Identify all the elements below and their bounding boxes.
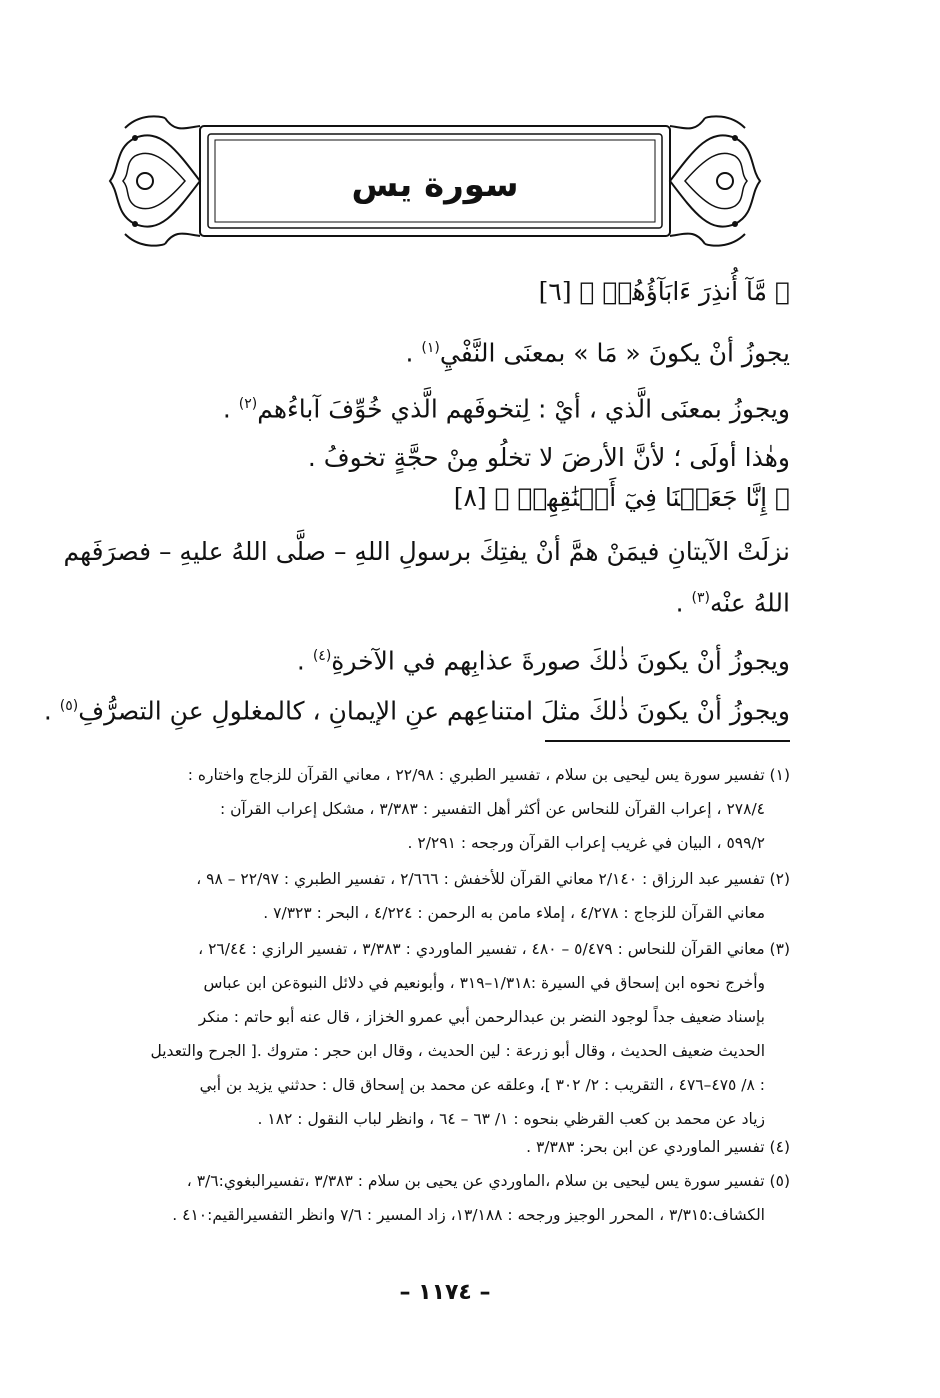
text-line bbox=[297, 638, 790, 679]
surah-title: سورة يس bbox=[351, 165, 519, 205]
footnote-separator bbox=[545, 740, 790, 742]
line-end: . bbox=[43, 696, 60, 726]
page-number: – ١١٧٤ – bbox=[399, 1280, 491, 1305]
line-text: نزلَتْ الآيتانِ فيمَنْ همَّ أنْ يفتِكَ برسولِ اللهِ – صلَّى اللهُ عليهِ – فصرَفَهم bbox=[63, 537, 790, 566]
footnote-2: (٢) تفسير عبد الرزاق : ٢/١٤٠ معاني القرآن للأخفش : ٢/٦٦٦ ، تفسير الطبري : ٢٢/٩٧ – ٩٨ ، bbox=[196, 870, 790, 888]
footnote-5-cont: الكشاف:٣/٣١٥ ، المحرر الوجيز ورجحه : ١٣/١٨٨، زاد المسير : ٧/٦ وانظر التفسيرالقيم:٤١٠ . bbox=[172, 1206, 765, 1224]
verse-8 bbox=[454, 480, 790, 516]
text-line bbox=[63, 534, 790, 570]
footnote-4: (٤) تفسير الماوردي عن ابن بحر: ٣/٣٨٣ . bbox=[526, 1138, 790, 1156]
text-line bbox=[44, 688, 790, 729]
line-end: . bbox=[405, 338, 422, 368]
footnote-2-cont: معاني القرآن للزجاج : ٤/٢٧٨ ، إملاء مامن به الرحمن : ٤/٢٢٤ ، البحر : ٧/٣٢٣ . bbox=[263, 904, 765, 922]
line-end: . bbox=[675, 588, 692, 618]
line-text: وهٰذا أولَى ؛ لأنَّ الأرضَ لا تخلُو مِنْ حجَّةٍ تخوفُ . bbox=[307, 443, 790, 472]
footnote-1-cont: ٢٧٨/٤ ، إعراب القرآن للنحاس عن أكثر أهل التفسير : ٣/٣٨٣ ، مشكل إعراب القرآن : bbox=[219, 800, 765, 818]
footnote-ref: (٣) bbox=[691, 590, 710, 606]
line-end: . bbox=[296, 646, 313, 676]
line-text: اللهُ عنْه bbox=[709, 588, 790, 618]
footnote-ref: (٤) bbox=[312, 648, 332, 664]
verse-6 bbox=[539, 274, 790, 310]
footnote-ref: (٥) bbox=[59, 698, 79, 714]
text-line bbox=[406, 330, 790, 371]
line-text: ويجوزُ أنْ يكونَ ذٰلكَ صورةَ عذابِهم في الآخرةِ bbox=[331, 646, 790, 676]
text-line bbox=[676, 580, 790, 621]
line-text: ويجوزُ أنْ يكونَ ذٰلكَ مثلَ امتناعِهم عنِ الإيمانِ ، كالمغلولِ عنِ التصرُّفِ bbox=[78, 696, 790, 726]
footnote-1-cont: ٥٩٩/٢ ، البيان في غريب إعراب القرآن ورجحه : ٢/٢٩١ . bbox=[407, 834, 765, 852]
footnote-ref: (٢) bbox=[238, 396, 258, 412]
footnote-3-cont: : ٨/ ٤٧٥–٤٧٦ ، التقريب : ٢/ ٣٠٢ ]، وعلقه عن محمد بن إسحاق قال : حدثني يزيد بن أبي bbox=[199, 1076, 765, 1094]
text-line bbox=[308, 440, 790, 476]
footnote-ref: (١) bbox=[421, 340, 440, 356]
footnote-3: (٣) معاني القرآن للنحاس : ٥/٤٧٩ – ٤٨٠ ، تفسير الماوردي : ٣/٣٨٣ ، تفسير الرازي : ٢٦/٤٤ ، bbox=[198, 940, 790, 958]
verse-text: ﴿ مَّآ أُنذِرَ ءَابَآؤُهُمۡ ﴾ [٦] bbox=[538, 277, 790, 306]
line-end: . bbox=[222, 394, 239, 424]
text-line bbox=[223, 386, 790, 427]
footnote-3-cont: وأخرج نحوه ابن إسحاق في السيرة :١/٣١٨–٣١٩ ، وأبونعيم في دلائل النبوةعن ابن عباس bbox=[203, 974, 765, 992]
footnote-5: (٥) تفسير سورة يس ليحيى بن سلام ،الماوردي عن يحيى بن سلام : ٣/٣٨٣ ،تفسيرالبغوي:٣/٦ ، bbox=[186, 1172, 790, 1190]
line-text: يجوزُ أنْ يكونَ « مَا » بمعنَى النَّفْيِ bbox=[439, 338, 790, 368]
verse-text: ﴿ إِنَّا جَعَلۡنَا فِيٓ أَعۡنَٰقِهِمۡ ﴾ [٨] bbox=[453, 483, 790, 512]
line-text: ويجوزُ بمعنَى الَّذي ، أيْ : لِتخوفَهم الَّذي خُوِّفَ آباءُهم bbox=[257, 394, 790, 424]
footnote-3-cont: زياد عن محمد بن كعب القرظي بنحوه : ١/ ٦٣ – ٦٤ ، وانظر لباب النقول : ١٨٢ . bbox=[257, 1110, 765, 1128]
footnote-1: (١) تفسير سورة يس ليحيى بن سلام ، تفسير الطبري : ٢٢/٩٨ ، معاني القرآن للزجاج واختاره : bbox=[187, 766, 790, 784]
footnote-3-cont: بإسناد ضعيف جداً لوجود النضر بن عبدالرحمن أبي عمرو الخزاز ، قال عنه أبو حاتم : منكر bbox=[198, 1008, 765, 1026]
footnote-3-cont: الحديث ضعيف الحديث ، وقال أبو زرعة : لين الحديث ، وقال ابن حجر : متروك .[ الجرح والتعديل bbox=[150, 1042, 765, 1060]
